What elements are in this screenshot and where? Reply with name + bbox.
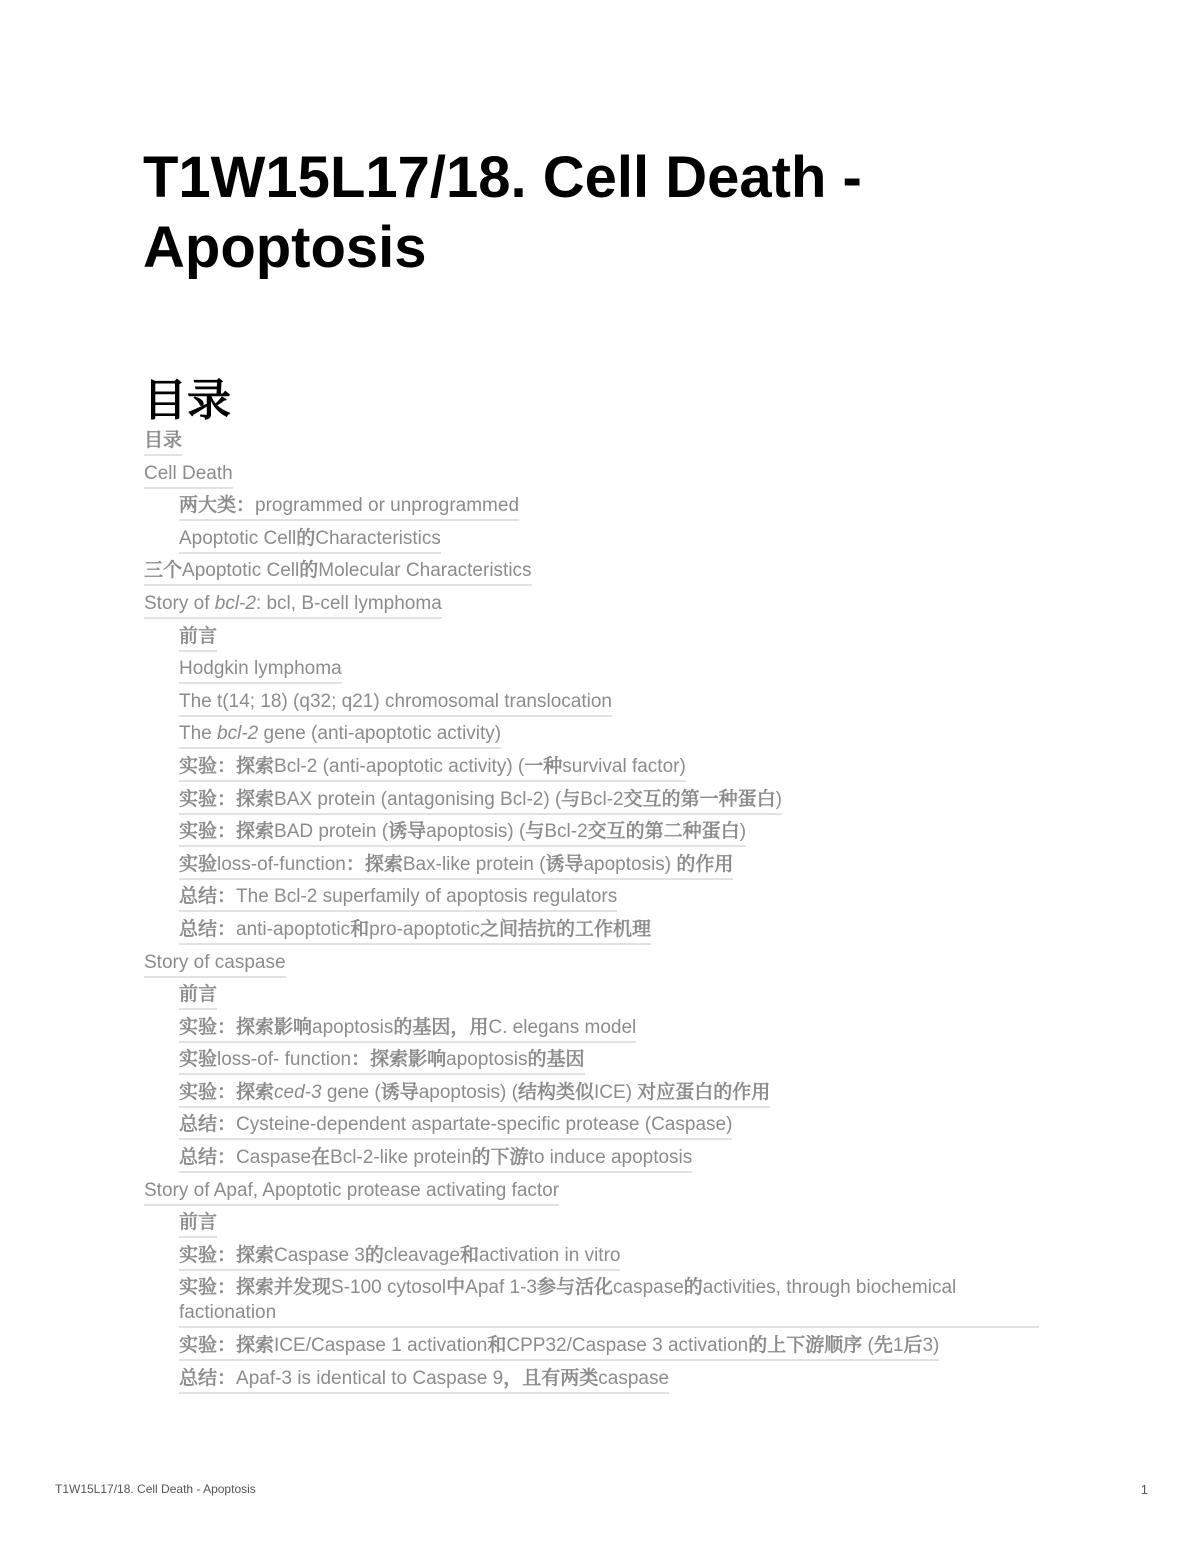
toc-link-text: ，且有两类 bbox=[503, 1368, 599, 1390]
toc-link-text: Bcl-2 bbox=[544, 821, 588, 843]
toc-link-text: apoptosis) ( bbox=[418, 1081, 518, 1103]
toc-link-text: gene (anti-apoptotic activity) bbox=[258, 723, 502, 745]
toc-link[interactable] bbox=[179, 884, 617, 912]
toc-link-text: ced-3 bbox=[274, 1081, 322, 1103]
toc-link-text: anti-apoptotic bbox=[236, 918, 351, 940]
toc-link-text: ( bbox=[867, 1335, 874, 1357]
table-of-contents bbox=[144, 428, 1044, 1399]
toc-link-text: Story of Apaf, Apoptotic protease activating factor bbox=[144, 1179, 560, 1201]
toc-link[interactable] bbox=[179, 689, 612, 717]
toc-link-text: : bcl, B-cell lymphoma bbox=[255, 592, 442, 614]
toc-link-text: 实验：探索 bbox=[179, 1244, 275, 1266]
toc-link[interactable] bbox=[144, 591, 442, 619]
toc-link-text: bcl-2 bbox=[217, 723, 259, 745]
toc-link-text: survival factor) bbox=[562, 755, 686, 777]
toc-link-text: cleavage bbox=[383, 1244, 460, 1266]
toc-link[interactable] bbox=[179, 656, 342, 684]
toc-item bbox=[179, 819, 1044, 852]
toc-link-text: Hodgkin lymphoma bbox=[179, 658, 342, 680]
toc-link-text: 诱导 bbox=[388, 821, 427, 843]
toc-link-text: 的 bbox=[683, 1277, 703, 1299]
footer-page-number: 1 bbox=[1140, 1482, 1148, 1497]
toc-link-text: 实验：探索 bbox=[179, 1335, 275, 1357]
toc-link-text: 总结： bbox=[179, 886, 237, 908]
toc-link-text: Story of bbox=[144, 592, 215, 614]
toc-link-text: gene ( bbox=[321, 1081, 381, 1103]
toc-link[interactable] bbox=[179, 526, 441, 554]
toc-link[interactable] bbox=[179, 1275, 1039, 1328]
toc-link-text: Bcl-2 bbox=[580, 788, 624, 810]
toc-item bbox=[179, 852, 1044, 885]
toc-item bbox=[179, 721, 1044, 754]
toc-link-text: 总结： bbox=[179, 1114, 237, 1136]
toc-item bbox=[179, 1275, 1044, 1333]
toc-link[interactable] bbox=[179, 787, 782, 815]
toc-link-text: 与 bbox=[561, 788, 581, 810]
toc-link-text: caspase bbox=[598, 1368, 670, 1390]
document-title: T1W15L17/18. Cell Death - Apoptosis bbox=[143, 145, 862, 280]
toc-link-text: ICE) bbox=[594, 1081, 638, 1103]
toc-item bbox=[179, 689, 1044, 722]
toc-link[interactable] bbox=[179, 819, 746, 847]
toc-link[interactable] bbox=[179, 1243, 620, 1271]
toc-item bbox=[144, 591, 1044, 624]
toc-link[interactable] bbox=[179, 1080, 770, 1108]
toc-link[interactable] bbox=[179, 982, 217, 1010]
toc-link-text: ：探索影响 bbox=[351, 1049, 447, 1071]
toc-link-text: BAD protein ( bbox=[274, 821, 389, 843]
toc-link-text: 1 bbox=[892, 1335, 904, 1357]
toc-link-text: C. elegans model bbox=[488, 1016, 637, 1038]
toc-link[interactable] bbox=[179, 852, 733, 880]
toc-link-text: 的作用 bbox=[676, 853, 734, 875]
toc-item bbox=[179, 526, 1044, 559]
toc-link[interactable] bbox=[179, 754, 686, 782]
toc-link-text: 总结： bbox=[179, 1368, 237, 1390]
toc-link-text: The Bcl-2 superfamily of apoptosis regulators bbox=[236, 886, 618, 908]
toc-link-text: The bbox=[179, 723, 218, 745]
toc-item bbox=[179, 1080, 1044, 1113]
toc-item bbox=[179, 982, 1044, 1015]
toc-link-text: 交互的第一种蛋白 bbox=[623, 788, 776, 810]
toc-link-text: Bcl-2-like protein bbox=[330, 1147, 472, 1169]
toc-link[interactable] bbox=[179, 1145, 692, 1173]
toc-link-text: 实验：探索影响 bbox=[179, 1016, 313, 1038]
toc-item bbox=[179, 1333, 1044, 1366]
toc-link-text: ICE/Caspase 1 activation bbox=[274, 1335, 488, 1357]
toc-link[interactable] bbox=[144, 461, 233, 489]
toc-link-text: caspase bbox=[613, 1277, 684, 1299]
toc-link-text: 的 bbox=[296, 527, 316, 549]
toc-link-text: Caspase bbox=[236, 1147, 312, 1169]
toc-item bbox=[179, 656, 1044, 689]
toc-link-text: Apaf-3 is identical to Caspase 9 bbox=[236, 1368, 504, 1390]
toc-link[interactable] bbox=[144, 950, 286, 978]
toc-link-text: bcl-2 bbox=[214, 592, 256, 614]
toc-link[interactable] bbox=[179, 1112, 732, 1140]
toc-link[interactable] bbox=[179, 1015, 636, 1043]
toc-link-text: ) bbox=[739, 821, 747, 843]
toc-link-text: Apoptotic Cell bbox=[182, 560, 300, 582]
toc-item bbox=[179, 884, 1044, 917]
toc-link-text: BAX protein (antagonising Bcl-2) ( bbox=[274, 788, 562, 810]
toc-item bbox=[144, 1178, 1044, 1211]
toc-link-text: Bcl-2 (anti-apoptotic activity) ( bbox=[274, 755, 525, 777]
toc-heading: 目录 bbox=[143, 376, 231, 425]
toc-link[interactable] bbox=[179, 1047, 585, 1075]
toc-link-text: 两大类： bbox=[179, 495, 256, 517]
toc-link-text: The t(14; 18) (q32; q21) chromosomal translocation bbox=[179, 690, 612, 712]
toc-link-text: CPP32/Caspase 3 activation bbox=[506, 1335, 749, 1357]
toc-item bbox=[179, 1145, 1044, 1178]
toc-link-text: 中 bbox=[446, 1277, 466, 1299]
toc-link-text: apoptosis bbox=[312, 1016, 394, 1038]
toc-item bbox=[179, 1047, 1044, 1080]
toc-link-text: 前言 bbox=[179, 625, 218, 647]
toc-link-text: 3) bbox=[922, 1335, 940, 1357]
toc-link-text: 的 bbox=[299, 560, 319, 582]
toc-link[interactable] bbox=[179, 721, 501, 749]
toc-link-text: 总结： bbox=[179, 1147, 237, 1169]
toc-link-text: 先 bbox=[873, 1335, 893, 1357]
toc-item bbox=[179, 1243, 1044, 1276]
toc-item bbox=[179, 1015, 1044, 1048]
toc-link-text: 实验：探索 bbox=[179, 755, 275, 777]
toc-link-text: 对应蛋白的作用 bbox=[637, 1081, 771, 1103]
toc-link-text: 诱导 bbox=[545, 853, 584, 875]
toc-link-text: 交互的第二种蛋白 bbox=[587, 821, 740, 843]
toc-link-text: 实验：探索 bbox=[179, 788, 275, 810]
toc-link-text: Apoptotic Cell bbox=[179, 527, 297, 549]
toc-link-text: 实验：探索并发现 bbox=[179, 1277, 332, 1299]
toc-link[interactable] bbox=[179, 1210, 217, 1238]
toc-link-text: Cell Death bbox=[144, 462, 233, 484]
toc-link-text: 前言 bbox=[179, 1212, 218, 1234]
toc-link[interactable] bbox=[144, 558, 532, 586]
toc-link-text: 参与活化 bbox=[536, 1277, 613, 1299]
toc-link[interactable] bbox=[144, 1178, 559, 1206]
toc-link-text: pro-apoptotic bbox=[369, 918, 481, 940]
toc-link-text: 后 bbox=[903, 1335, 923, 1357]
toc-link-text: Story of caspase bbox=[144, 951, 286, 973]
toc-item bbox=[179, 1112, 1044, 1145]
toc-link-text: 一种 bbox=[524, 755, 563, 777]
toc-link[interactable] bbox=[179, 624, 217, 652]
toc-item bbox=[144, 461, 1044, 494]
toc-item bbox=[179, 754, 1044, 787]
footer-doc-title: T1W15L17/18. Cell Death - Apoptosis bbox=[55, 1482, 256, 1496]
toc-link-text: programmed or unprogrammed bbox=[255, 495, 520, 517]
toc-item bbox=[144, 428, 1044, 461]
toc-link[interactable] bbox=[179, 917, 651, 945]
toc-item bbox=[179, 917, 1044, 950]
toc-link-text: 的基因，用 bbox=[393, 1016, 489, 1038]
toc-link-text: 的上下游顺序 bbox=[748, 1335, 868, 1357]
toc-item bbox=[179, 624, 1044, 657]
toc-link-text: 的基因 bbox=[527, 1049, 585, 1071]
toc-item bbox=[179, 1210, 1044, 1243]
toc-link-text: 和 bbox=[350, 918, 370, 940]
toc-link-text: 实验：探索 bbox=[179, 821, 275, 843]
toc-link-text: loss-of-function bbox=[217, 853, 346, 875]
toc-item bbox=[144, 950, 1044, 983]
toc-link-text: apoptosis bbox=[446, 1049, 528, 1071]
toc-link-text: Characteristics bbox=[315, 527, 441, 549]
toc-link-text: 之间拮抗的工作机理 bbox=[480, 918, 652, 940]
toc-link-text: 的下游 bbox=[471, 1147, 529, 1169]
toc-link[interactable] bbox=[179, 493, 519, 521]
toc-link-text: to induce apoptosis bbox=[528, 1147, 693, 1169]
toc-item bbox=[179, 493, 1044, 526]
toc-link-text: activation in vitro bbox=[478, 1244, 621, 1266]
toc-item bbox=[179, 1366, 1044, 1399]
toc-item bbox=[144, 558, 1044, 591]
toc-link-text: Caspase 3 bbox=[274, 1244, 365, 1266]
toc-item bbox=[179, 787, 1044, 820]
toc-link-text: Molecular Characteristics bbox=[318, 560, 532, 582]
toc-link-text: 总结： bbox=[179, 918, 237, 940]
toc-link-text: 目录 bbox=[144, 430, 183, 451]
toc-link-text: 和 bbox=[487, 1335, 507, 1357]
toc-link-text: ) bbox=[775, 788, 782, 810]
toc-link-text: apoptosis) bbox=[583, 853, 677, 875]
toc-link-text: 实验 bbox=[179, 1049, 218, 1071]
toc-link[interactable] bbox=[144, 428, 182, 456]
toc-link-text: 三个 bbox=[144, 560, 183, 582]
toc-link-text: 诱导 bbox=[380, 1081, 419, 1103]
toc-link-text: 和 bbox=[459, 1244, 479, 1266]
toc-link-text: S-100 cytosol bbox=[331, 1277, 447, 1299]
toc-link-text: activities, through biochemical factionation bbox=[179, 1277, 957, 1324]
toc-link-text: 实验 bbox=[179, 853, 218, 875]
toc-link-text: apoptosis) ( bbox=[426, 821, 526, 843]
toc-link-text: Cysteine-dependent aspartate-specific protease (Caspase) bbox=[236, 1114, 733, 1136]
toc-link-text: Bax-like protein ( bbox=[402, 853, 546, 875]
toc-link-text: 在 bbox=[311, 1147, 331, 1169]
toc-link-text: 实验：探索 bbox=[179, 1081, 275, 1103]
toc-link-text: 前言 bbox=[179, 984, 218, 1006]
toc-link-text: loss-of- function bbox=[217, 1049, 352, 1071]
toc-link-text: 的 bbox=[364, 1244, 384, 1266]
toc-link[interactable] bbox=[179, 1366, 669, 1394]
toc-link[interactable] bbox=[179, 1333, 939, 1361]
toc-link-text: ：探索 bbox=[345, 853, 403, 875]
toc-link-text: Apaf 1-3 bbox=[465, 1277, 537, 1299]
toc-link-text: 结构类似 bbox=[518, 1081, 595, 1103]
toc-link-text: 与 bbox=[525, 821, 545, 843]
